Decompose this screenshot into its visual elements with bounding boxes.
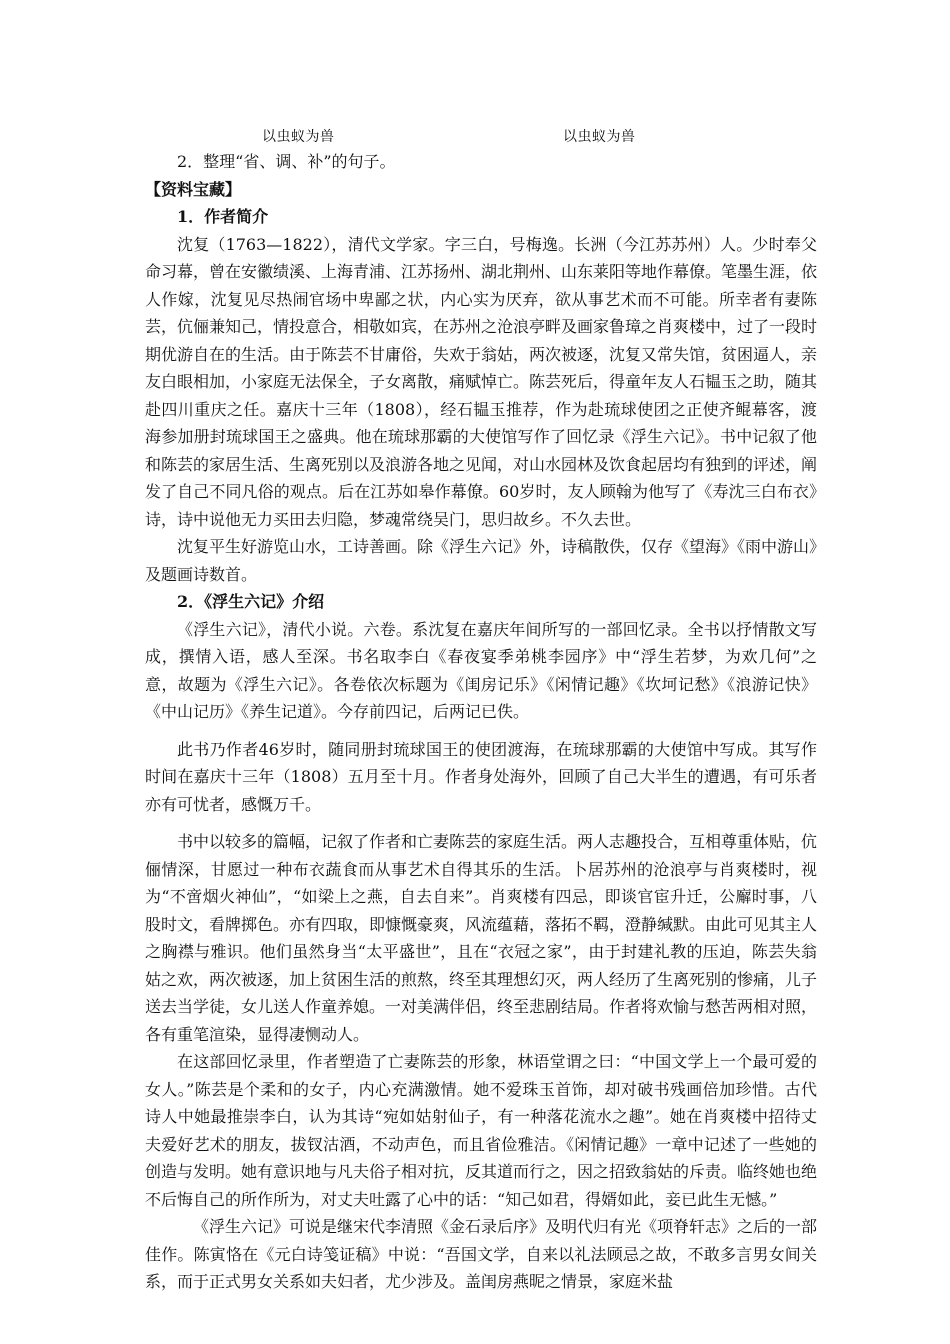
book-paragraph: 《浮生六记》，清代小说。六卷。系沈复在嘉庆年间所写的一部回忆录。全书以抒情散文写成，撰情入语，感人至深。书名取李白《春夜宴季弟桃李园序》中“浮生若梦，为欢几何”之意，故题为《浮生六记》。各卷依次标题为《闺房记乐》《闲情记趣》《坎坷记愁》《浪游记快》《中山记历》《养生记道》。今存前四记，后两记已佚。 (145, 619, 817, 721)
book-heading: 2．《浮生六记》介绍 (177, 592, 325, 611)
book-paragraph: 在这部回忆录里，作者塑造了亡妻陈芸的形象，林语堂谓之曰：“中国文学上一个最可爱的女人。”陈芸是个柔和的女子，内心充满激情。她不爱珠玉首饰，却对破书残画倍加珍惜。古代诗人中她最推崇李白，认为其诗“宛如姑射仙子，有一种落花流水之趣”。她在肖爽楼中招待丈夫爱好艺术的朋友，拔钗沽酒，不动声色，而且省俭雅洁。《闲情记趣》一章中记述了一些她的创造与发明。她有意识地与凡夫俗子相对抗，反其道而行之，因之招致翁姑的斥责。临终她也绝不后悔自己的所作所为，对丈夫吐露了心中的话：“知己如君，得婿如此，妾已此生无憾。” (145, 1052, 818, 1209)
author-paragraph: 沈复平生好游览山水，工诗善画。除《浮生六记》外，诗稿散佚，仅存《望海》《雨中游山》及题画诗数首。 (145, 537, 818, 584)
task-line: 2．整理“省、调、补”的句子。 (177, 152, 396, 171)
document-body (145, 148, 817, 1296)
top-pair-right: 以虫蚁为兽 (563, 129, 636, 145)
top-pair-left: 以虫蚁为兽 (262, 129, 335, 145)
book-paragraph: 书中以较多的篇幅，记叙了作者和亡妻陈芸的家庭生活。两人志趣投合，互相尊重体贴，伉俪情深，甘愿过一种布衣蔬食而从事艺术自得其乐的生活。卜居苏州的沧浪亭与肖爽楼时，视为“不啻烟火神仙”，“如梁上之燕，自去自来”。肖爽楼有四忌，即谈官宦升迁，公廨时事，八股时文，看牌掷色。亦有四取，即慷慨豪爽，风流蕴藉，落拓不羁，澄静缄默。由此可见其主人之胸襟与雅识。他们虽然身当“太平盛世”，且在“衣冠之家”，由于封建礼教的压迫，陈芸失翁姑之欢，两次被逐，加上贫困生活的煎熬，终至其理想幻灭，两人经历了生离死别的惨痛，儿子送去当学徒，女儿送人作童养媳。一对美满伴侣，终至悲剧结局。作者将欢愉与愁苦两相对照，各有重笔渲染，显得凄恻动人。 (145, 832, 818, 1044)
book-paragraph: 《浮生六记》可说是继宋代李清照《金石录后序》及明代归有光《项脊轩志》之后的一部佳作。陈寅恪在《元白诗笺证稿》中说：“吾国文学，自来以礼法顾忌之故，不敢多言男女间关系，而于正式男女关系如夫妇者，尤少涉及。盖闺房燕昵之情景，家庭米盐 (145, 1217, 818, 1291)
author-paragraph: 沈复（1763—1822），清代文学家。字三白，号梅逸。长洲（今江苏苏州）人。少时奉父命习幕，曾在安徽绩溪、上海青浦、江苏扬州、湖北荆州、山东莱阳等地作幕僚。笔墨生涯，依人作嫁，沈复见尽热闹官场中卑鄙之状，内心实为厌弃，欲从事艺术而不可能。所幸者有妻陈芸，伉俪兼知己，情投意合，相敬如宾，在苏州之沧浪亭畔及画家鲁璋之肖爽楼中，过了一段时期优游自在的生活。由于陈芸不甘庸俗，失欢于翁姑，两次被逐，沈复又常失馆，贫困逼人，亲友白眼相加，小家庭无法保全，子女离散，痛赋悼亡。陈芸死后，得童年友人石韫玉之助，随其赴四川重庆之任。嘉庆十三年（1808），经石韫玉推荐，作为赴琉球使团之正使齐鲲幕客，渡海参加册封琉球国王之盛典。他在琉球那霸的大使馆写作了回忆录《浮生六记》。书中记叙了他和陈芸的家居生活、生离死别以及浪游各地之见闻，对山水园林及饮食起居均有独到的评述，阐发了自己不同凡俗的观点。后在江苏如皋作幕僚。60岁时，友人顾翰为他写了《寿沈三白布衣》诗，诗中说他无力买田去归隐，梦魂常绕吴门，思归故乡。不久去世。 (145, 234, 818, 529)
book-paragraph: 此书乃作者46岁时，随同册封琉球国王的使团渡海，在琉球那霸的大使馆中写成。其写作时间在嘉庆十三年（1808）五月至十月。作者身处海外，回顾了自己大半生的遭遇，有可乐者亦有可忧者，感慨万千。 (145, 739, 817, 814)
section-title: 【资料宝藏】 (145, 179, 242, 199)
author-heading: 1．作者简介 (177, 207, 269, 226)
